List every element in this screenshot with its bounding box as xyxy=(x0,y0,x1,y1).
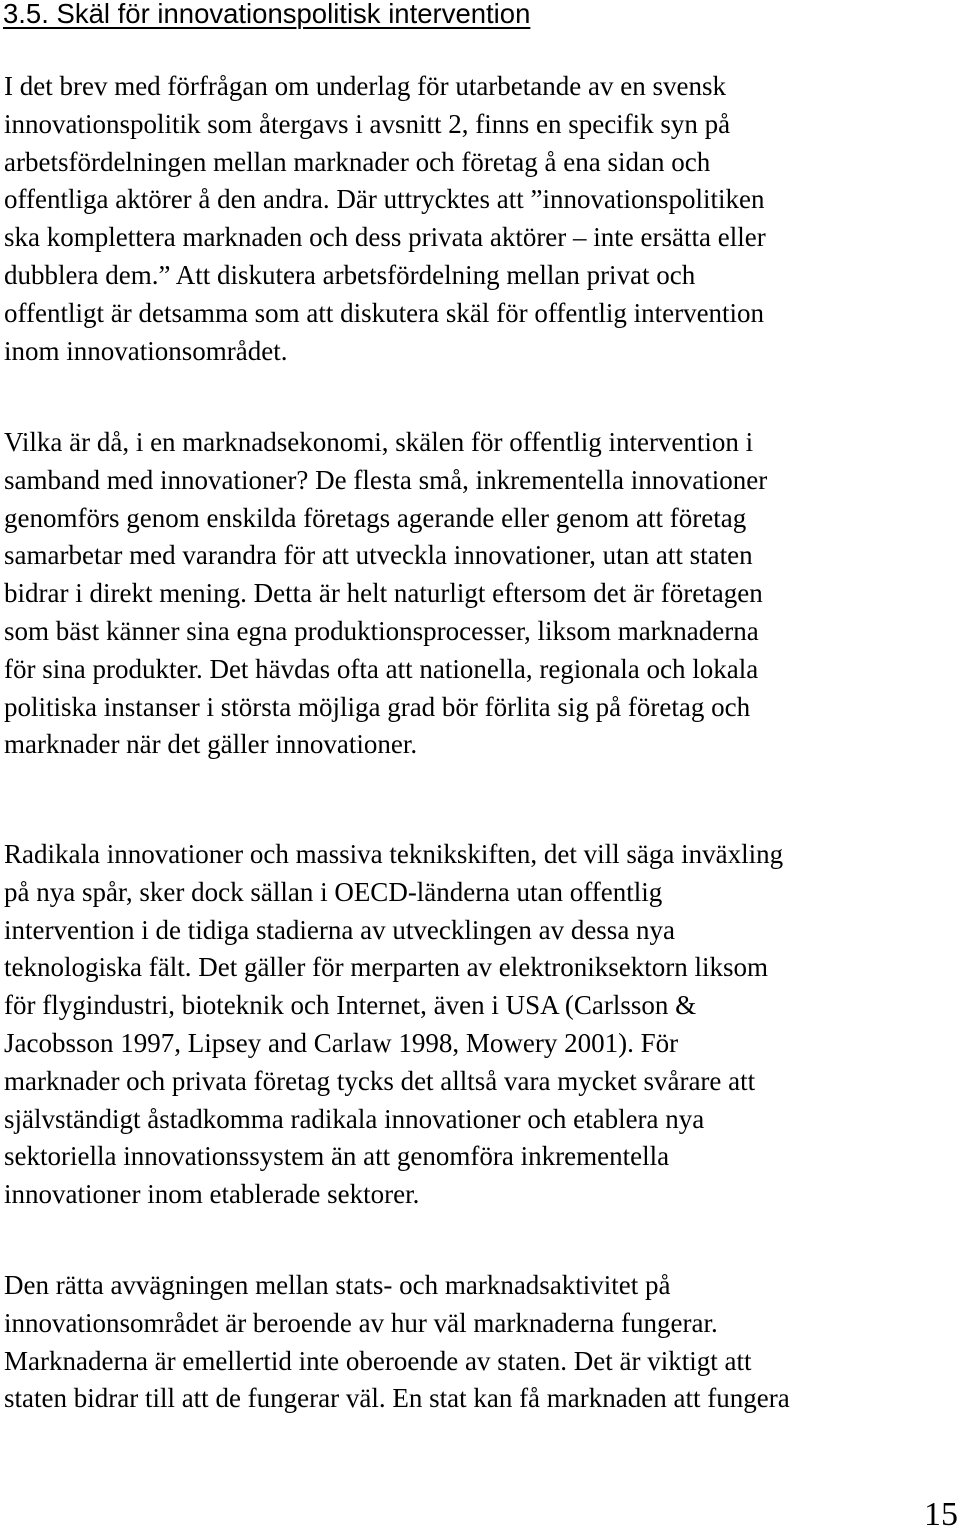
text-line: I det brev med förfrågan om underlag för utarbetande av en svensk xyxy=(4,71,726,101)
paragraph-4 xyxy=(4,1267,790,1418)
text-line: som bäst känner sina egna produktionsprocesser, liksom marknaderna xyxy=(4,615,759,646)
text-line: marknader när det gäller innovationer. xyxy=(4,729,418,760)
page-number: 15 xyxy=(924,1496,958,1533)
text-line: arbetsfördelningen mellan marknader och företag å ena sidan och xyxy=(4,146,711,177)
text-line: innovationspolitik som återgavs i avsnitt 2, finns en specifik syn på xyxy=(4,108,731,139)
text-line: för flygindustri, bioteknik och Internet, även i USA (Carlsson & xyxy=(4,990,697,1021)
text-line: Vilka är då, i en marknadsekonomi, skälen för offentlig intervention i xyxy=(4,427,754,457)
text-line: ska komplettera marknaden och dess privata aktörer – inte ersätta eller xyxy=(4,222,766,253)
section-heading: 3.5. Skäl för innovationspolitisk intervention xyxy=(3,0,531,29)
text-line: politiska instanser i största möjliga grad bör förlita sig på företag och xyxy=(4,691,751,722)
text-line: Den rätta avvägningen mellan stats- och marknadsaktivitet på xyxy=(4,1270,671,1300)
text-line: innovationer inom etablerade sektorer. xyxy=(4,1179,420,1210)
text-line: dubblera dem.” Att diskutera arbetsfördelning mellan privat och xyxy=(4,259,696,290)
text-line: på nya spår, sker dock sällan i OECD-länderna utan offentlig xyxy=(4,876,663,907)
paragraph-2 xyxy=(4,424,767,764)
paragraph-1 xyxy=(4,68,766,370)
paragraph-3 xyxy=(4,836,783,1214)
text-line: sektoriella innovationssystem än att genomföra inkrementella xyxy=(4,1141,670,1172)
text-line: bidrar i direkt mening. Detta är helt naturligt eftersom det är företagen xyxy=(4,578,763,609)
text-line: inom innovationsområdet. xyxy=(4,335,288,366)
text-line: offentligt är detsamma som att diskutera skäl för offentlig intervention xyxy=(4,297,765,328)
text-line: innovationsområdet är beroende av hur väl marknaderna fungerar. xyxy=(4,1307,718,1338)
text-line: offentliga aktörer å den andra. Där uttrycktes att ”innovationspolitiken xyxy=(4,184,765,215)
text-line: Marknaderna är emellertid inte oberoende av staten. Det är viktigt att xyxy=(4,1345,752,1376)
text-line: teknologiska fält. Det gäller för merparten av elektroniksektorn liksom xyxy=(4,952,769,983)
text-line: Jacobsson 1997, Lipsey and Carlaw 1998, Mowery 2001). För xyxy=(4,1027,679,1058)
text-line: Radikala innovationer och massiva teknikskiften, det vill säga inväxling xyxy=(4,839,784,869)
text-line: intervention i de tidiga stadierna av utvecklingen av dessa nya xyxy=(4,914,676,945)
text-line: självständigt åstadkomma radikala innovationer och etablera nya xyxy=(4,1103,705,1134)
text-line: marknader och privata företag tycks det alltså vara mycket svårare att xyxy=(4,1065,756,1096)
text-line: samband med innovationer? De flesta små, inkrementella innovationer xyxy=(4,464,768,495)
text-line: staten bidrar till att de fungerar väl. En stat kan få marknaden att fungera xyxy=(4,1383,790,1414)
text-line: samarbetar med varandra för att utveckla innovationer, utan att staten xyxy=(4,540,753,571)
text-line: genomförs genom enskilda företags agerande eller genom att företag xyxy=(4,502,747,533)
text-line: för sina produkter. Det hävdas ofta att nationella, regionala och lokala xyxy=(4,653,759,684)
